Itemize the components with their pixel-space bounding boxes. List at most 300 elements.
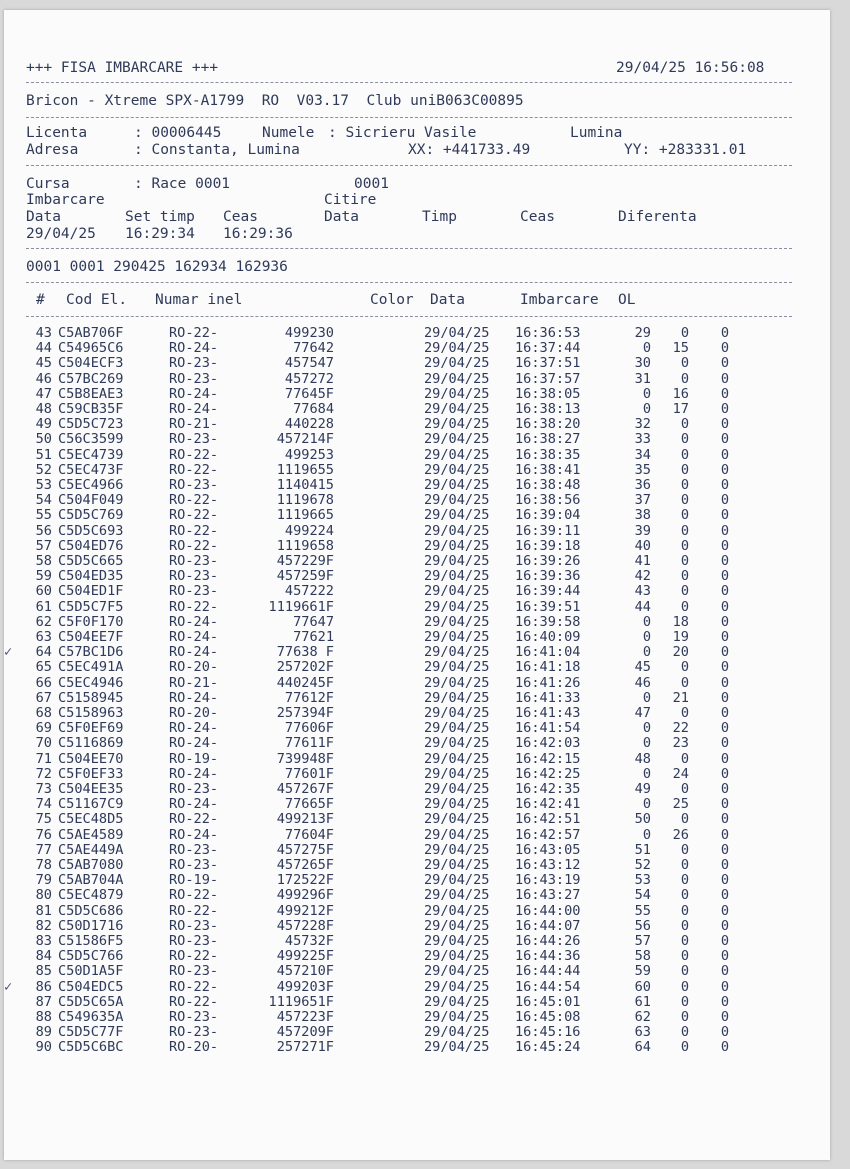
ol-col1: 0 — [642, 401, 651, 417]
ring-prefix: RO-23- — [169, 841, 219, 858]
entry-date: 29/04/25 — [424, 325, 490, 341]
device-line: Bricon - Xtreme SPX-A1799 RO V03.17 Club uniB063C00895 — [26, 93, 524, 109]
table-row — [4, 432, 830, 446]
entry-date: 29/04/25 — [424, 644, 490, 661]
ring-number: 77642 — [293, 340, 334, 357]
chip-code: C5EC491A — [58, 659, 124, 676]
chip-code: C504EE70 — [58, 750, 124, 767]
table-row — [4, 812, 830, 826]
print-timestamp: 29/04/25 16:56:08 — [616, 60, 765, 76]
entry-time: 16:44:36 — [515, 948, 581, 965]
ol-col3: 0 — [720, 613, 729, 630]
chip-code: C504EE7F — [58, 629, 124, 645]
entry-time: 16:43:05 — [515, 841, 581, 858]
entry-number: 69 — [35, 720, 52, 737]
chip-code: C5158945 — [58, 689, 124, 706]
ol-col1: 0 — [642, 826, 651, 843]
ring-prefix: RO-22- — [169, 811, 219, 828]
ring-prefix: RO-22- — [169, 507, 219, 524]
entry-date: 29/04/25 — [424, 963, 490, 980]
ol-col1: 63 — [634, 1024, 651, 1041]
separator — [26, 316, 792, 317]
ring-number: 499230 — [284, 325, 334, 341]
ring-prefix: RO-24- — [169, 385, 219, 402]
ol-col1: 56 — [634, 917, 651, 934]
table-row — [4, 508, 830, 522]
chip-code: C5D5C65A — [58, 993, 124, 1010]
entry-time: 16:37:44 — [515, 340, 581, 357]
entry-number: 49 — [35, 416, 52, 433]
chip-code: C5116869 — [58, 735, 124, 752]
ol-col2: 0 — [680, 598, 689, 615]
ol-col3: 0 — [720, 629, 729, 645]
ol-col2: 18 — [672, 613, 689, 630]
entry-date: 29/04/25 — [424, 841, 490, 858]
chip-code: C5AB706F — [58, 325, 124, 341]
table-row — [4, 630, 830, 644]
ol-col2: 0 — [680, 492, 689, 509]
entry-number: 60 — [35, 583, 52, 600]
entry-time: 16:45:16 — [515, 1024, 581, 1041]
ol-col1: 0 — [642, 689, 651, 706]
ol-col1: 43 — [634, 583, 651, 600]
ol-col1: 36 — [634, 477, 651, 493]
entry-time: 16:39:36 — [515, 568, 581, 585]
ring-prefix: RO-20- — [169, 1039, 219, 1056]
entry-time: 16:37:51 — [515, 355, 581, 372]
ol-col1: 39 — [634, 522, 651, 539]
ring-prefix: RO-22- — [169, 446, 219, 463]
race-code-line: 0001 0001 290425 162934 162936 — [26, 259, 288, 275]
entry-number: 43 — [35, 325, 52, 341]
ring-prefix: RO-23- — [169, 857, 219, 873]
ol-col2: 0 — [680, 537, 689, 554]
table-row — [4, 1040, 830, 1054]
ol-col1: 49 — [634, 781, 651, 797]
entry-time: 16:45:01 — [515, 993, 581, 1010]
ring-number: 77606F — [284, 720, 334, 737]
entry-date: 29/04/25 — [424, 781, 490, 797]
table-row — [4, 341, 830, 355]
entry-date: 29/04/25 — [424, 765, 490, 782]
ring-prefix: RO-23- — [169, 553, 219, 569]
ring-prefix: RO-19- — [169, 750, 219, 767]
coord-xx: XX: +441733.49 — [408, 142, 531, 158]
cursa-label: Cursa — [26, 176, 70, 192]
table-row — [4, 873, 830, 887]
chip-code: C5F0F170 — [58, 613, 124, 630]
chip-code: C5B8EAE3 — [58, 385, 124, 402]
ring-prefix: RO-22- — [169, 948, 219, 965]
citire-label: Citire — [324, 192, 377, 208]
entry-date: 29/04/25 — [424, 431, 490, 448]
table-row — [4, 676, 830, 690]
table-row — [4, 919, 830, 933]
table-row — [4, 402, 830, 416]
table-row — [4, 539, 830, 553]
ol-col3: 0 — [720, 1024, 729, 1041]
entry-number: 88 — [35, 1009, 52, 1025]
ol-col3: 0 — [720, 993, 729, 1010]
chip-code: C549635A — [58, 1009, 124, 1025]
entry-number: 57 — [35, 537, 52, 554]
entry-date: 29/04/25 — [424, 1024, 490, 1041]
ol-col1: 0 — [642, 796, 651, 813]
table-row — [4, 326, 830, 340]
ol-col1: 0 — [642, 613, 651, 630]
ol-col2: 0 — [680, 781, 689, 797]
ol-col1: 40 — [634, 537, 651, 554]
entry-date: 29/04/25 — [424, 613, 490, 630]
entry-date: 29/04/25 — [424, 385, 490, 402]
ol-col2: 0 — [680, 1009, 689, 1025]
ring-prefix: RO-22- — [169, 902, 219, 919]
ring-prefix: RO-23- — [169, 781, 219, 797]
col-timp: Timp — [422, 209, 457, 225]
chip-code: C5D5C665 — [58, 553, 124, 569]
entry-time: 16:44:26 — [515, 933, 581, 949]
ol-col3: 0 — [720, 385, 729, 402]
ol-col3: 0 — [720, 355, 729, 372]
ring-prefix: RO-23- — [169, 583, 219, 600]
entry-number: 89 — [35, 1024, 52, 1041]
ring-prefix: RO-20- — [169, 659, 219, 676]
entry-number: 73 — [35, 781, 52, 797]
ol-col1: 45 — [634, 659, 651, 676]
ol-col2: 0 — [680, 1024, 689, 1041]
ol-col2: 22 — [672, 720, 689, 737]
entry-date: 29/04/25 — [424, 1009, 490, 1025]
entry-date: 29/04/25 — [424, 416, 490, 433]
separator — [26, 282, 792, 283]
entry-number: 65 — [35, 659, 52, 676]
ring-number: 457265F — [276, 857, 334, 873]
entry-time: 16:41:18 — [515, 659, 581, 676]
ring-number: 77612F — [284, 689, 334, 706]
entry-number: 59 — [35, 568, 52, 585]
cursa-code: 0001 — [354, 176, 389, 192]
ring-prefix: RO-22- — [169, 461, 219, 478]
entry-date: 29/04/25 — [424, 674, 490, 691]
ol-col1: 57 — [634, 933, 651, 949]
table-row — [4, 387, 830, 401]
ol-col2: 25 — [672, 796, 689, 813]
entry-date: 29/04/25 — [424, 917, 490, 934]
entry-time: 16:43:27 — [515, 887, 581, 904]
ol-col2: 23 — [672, 735, 689, 752]
ol-col2: 0 — [680, 705, 689, 721]
chip-code: C5EC4879 — [58, 887, 124, 904]
ring-number: 77604F — [284, 826, 334, 843]
ol-col1: 59 — [634, 963, 651, 980]
ol-col1: 34 — [634, 446, 651, 463]
entry-time: 16:41:04 — [515, 644, 581, 661]
ol-col1: 38 — [634, 507, 651, 524]
ol-col3: 0 — [720, 811, 729, 828]
table-row — [4, 706, 830, 720]
table-row — [4, 463, 830, 477]
entry-date: 29/04/25 — [424, 811, 490, 828]
chip-code: C57BC269 — [58, 370, 124, 387]
entry-number: 87 — [35, 993, 52, 1010]
entry-number: 70 — [35, 735, 52, 752]
entry-number: 72 — [35, 765, 52, 782]
entry-time: 16:39:04 — [515, 507, 581, 524]
entry-time: 16:42:15 — [515, 750, 581, 767]
ring-number: 172522F — [276, 872, 334, 889]
entry-time: 16:41:54 — [515, 720, 581, 737]
ring-number: 457228F — [276, 917, 334, 934]
entry-time: 16:38:48 — [515, 477, 581, 493]
table-row — [4, 828, 830, 842]
ol-col1: 54 — [634, 887, 651, 904]
entry-date: 29/04/25 — [424, 507, 490, 524]
ol-col2: 0 — [680, 1039, 689, 1056]
ol-col3: 0 — [720, 537, 729, 554]
chip-code: C5EC48D5 — [58, 811, 124, 828]
ol-col1: 33 — [634, 431, 651, 448]
entry-time: 16:42:51 — [515, 811, 581, 828]
table-row — [4, 904, 830, 918]
table-row — [4, 843, 830, 857]
table-row — [4, 584, 830, 598]
entry-time: 16:39:18 — [515, 537, 581, 554]
ring-number: 257202F — [276, 659, 334, 676]
entry-number: 53 — [35, 477, 52, 493]
chip-code: C5F0EF69 — [58, 720, 124, 737]
ring-prefix: RO-20- — [169, 705, 219, 721]
entry-date: 29/04/25 — [424, 872, 490, 889]
ol-col1: 44 — [634, 598, 651, 615]
separator — [26, 165, 792, 166]
ol-col1: 47 — [634, 705, 651, 721]
ol-col1: 35 — [634, 461, 651, 478]
ol-col2: 20 — [672, 644, 689, 661]
ol-col3: 0 — [720, 781, 729, 797]
ring-prefix: RO-24- — [169, 689, 219, 706]
ol-col2: 19 — [672, 629, 689, 645]
table-row — [4, 372, 830, 386]
ol-col2: 0 — [680, 431, 689, 448]
chip-code: C504EE35 — [58, 781, 124, 797]
entry-date: 29/04/25 — [424, 537, 490, 554]
entry-time: 16:39:58 — [515, 613, 581, 630]
ring-number: 499213F — [276, 811, 334, 828]
entry-time: 16:44:54 — [515, 978, 581, 995]
chip-code: C5D5C769 — [58, 507, 124, 524]
ol-col1: 48 — [634, 750, 651, 767]
ol-col1: 0 — [642, 735, 651, 752]
table-row — [4, 980, 830, 994]
chip-code: C5D5C77F — [58, 1024, 124, 1041]
ol-col2: 0 — [680, 841, 689, 858]
entry-date: 29/04/25 — [424, 948, 490, 965]
table-row — [4, 797, 830, 811]
ol-col2: 0 — [680, 857, 689, 873]
table-row — [4, 1025, 830, 1039]
entry-time: 16:38:13 — [515, 401, 581, 417]
entry-number: 81 — [35, 902, 52, 919]
ol-col3: 0 — [720, 583, 729, 600]
ring-number: 1119651F — [268, 993, 334, 1010]
ol-col2: 0 — [680, 750, 689, 767]
adresa-label: Adresa — [26, 142, 79, 158]
ol-col1: 55 — [634, 902, 651, 919]
ol-col2: 0 — [680, 446, 689, 463]
entry-number: 79 — [35, 872, 52, 889]
entry-number: 66 — [35, 674, 52, 691]
table-row — [4, 964, 830, 978]
ol-col3: 0 — [720, 705, 729, 721]
ring-number: 1119661F — [268, 598, 334, 615]
entry-date: 29/04/25 — [424, 583, 490, 600]
pen-mark-icon: ✓ — [4, 978, 13, 995]
ol-col2: 21 — [672, 689, 689, 706]
ol-col3: 0 — [720, 401, 729, 417]
ring-prefix: RO-22- — [169, 492, 219, 509]
ol-col3: 0 — [720, 826, 729, 843]
col-ceas: Ceas — [223, 209, 258, 225]
entry-number: 90 — [35, 1039, 52, 1056]
entry-date: 29/04/25 — [424, 629, 490, 645]
numele-label: Numele — [262, 125, 315, 141]
chip-code: C504ED76 — [58, 537, 124, 554]
table-row — [4, 554, 830, 568]
ring-number: 499253 — [284, 446, 334, 463]
chip-code: C504ED1F — [58, 583, 124, 600]
table-row — [4, 1010, 830, 1024]
chip-code: C504F049 — [58, 492, 124, 509]
col-ceas-citire: Ceas — [520, 209, 555, 225]
chip-code: C50D1716 — [58, 917, 124, 934]
ol-col3: 0 — [720, 841, 729, 858]
table-row — [4, 767, 830, 781]
ol-col3: 0 — [720, 857, 729, 873]
ol-col1: 0 — [642, 765, 651, 782]
th-imbarcare: Imbarcare — [520, 292, 599, 308]
entry-number: 48 — [35, 401, 52, 417]
entry-number: 85 — [35, 963, 52, 980]
ol-col1: 42 — [634, 568, 651, 585]
ol-col1: 41 — [634, 553, 651, 569]
entry-date: 29/04/25 — [424, 796, 490, 813]
entry-number: 68 — [35, 705, 52, 721]
entry-number: 74 — [35, 796, 52, 813]
ol-col2: 0 — [680, 993, 689, 1010]
table-row — [4, 721, 830, 735]
ring-number: 77601F — [284, 765, 334, 782]
entry-number: 63 — [35, 629, 52, 645]
ol-col2: 26 — [672, 826, 689, 843]
th-ring: Numar inel — [155, 292, 243, 308]
table-row — [4, 478, 830, 492]
chip-code: C51167C9 — [58, 796, 124, 813]
ol-col1: 46 — [634, 674, 651, 691]
entry-date: 29/04/25 — [424, 446, 490, 463]
ol-col2: 0 — [680, 416, 689, 433]
entry-date: 29/04/25 — [424, 857, 490, 873]
entry-time: 16:38:56 — [515, 492, 581, 509]
ol-col3: 0 — [720, 370, 729, 387]
ring-number: 499224 — [284, 522, 334, 539]
chip-code: C5AB704A — [58, 872, 124, 889]
ring-prefix: RO-23- — [169, 355, 219, 372]
ol-col3: 0 — [720, 461, 729, 478]
ring-number: 499225F — [276, 948, 334, 965]
entry-time: 16:38:20 — [515, 416, 581, 433]
table-row — [4, 615, 830, 629]
ring-prefix: RO-23- — [169, 917, 219, 934]
ol-col2: 16 — [672, 385, 689, 402]
entry-number: 62 — [35, 613, 52, 630]
ring-number: 257394F — [276, 705, 334, 721]
ol-col3: 0 — [720, 689, 729, 706]
ring-prefix: RO-22- — [169, 978, 219, 995]
ring-prefix: RO-22- — [169, 598, 219, 615]
val-ceas: 16:29:36 — [223, 226, 293, 242]
ol-col2: 0 — [680, 583, 689, 600]
entry-date: 29/04/25 — [424, 477, 490, 493]
ol-col2: 15 — [672, 340, 689, 357]
ol-col2: 0 — [680, 978, 689, 995]
ol-col1: 62 — [634, 1009, 651, 1025]
ring-number: 457259F — [276, 568, 334, 585]
ol-col2: 17 — [672, 401, 689, 417]
table-row — [4, 888, 830, 902]
chip-code: C5AE4589 — [58, 826, 124, 843]
entry-date: 29/04/25 — [424, 553, 490, 569]
ring-prefix: RO-23- — [169, 431, 219, 448]
entry-time: 16:39:26 — [515, 553, 581, 569]
ol-col3: 0 — [720, 598, 729, 615]
entry-date: 29/04/25 — [424, 598, 490, 615]
entry-date: 29/04/25 — [424, 887, 490, 904]
th-color: Color — [370, 292, 414, 308]
table-row — [4, 736, 830, 750]
entry-time: 16:41:43 — [515, 705, 581, 721]
ol-col1: 0 — [642, 340, 651, 357]
table-row — [4, 752, 830, 766]
entry-date: 29/04/25 — [424, 735, 490, 752]
ol-col3: 0 — [720, 340, 729, 357]
ring-prefix: RO-23- — [169, 963, 219, 980]
ring-prefix: RO-24- — [169, 613, 219, 630]
entry-time: 16:44:07 — [515, 917, 581, 934]
ol-col3: 0 — [720, 325, 729, 341]
entry-date: 29/04/25 — [424, 705, 490, 721]
chip-code: C5AE449A — [58, 841, 124, 858]
ol-col3: 0 — [720, 522, 729, 539]
table-row — [4, 782, 830, 796]
ol-col3: 0 — [720, 765, 729, 782]
ring-number: 457229F — [276, 553, 334, 569]
ring-number: 77621 — [293, 629, 334, 645]
ring-number: 45732F — [284, 933, 334, 949]
chip-code: C5F0EF33 — [58, 765, 124, 782]
ol-col3: 0 — [720, 720, 729, 737]
document-title: +++ FISA IMBARCARE +++ — [26, 60, 219, 76]
entry-date: 29/04/25 — [424, 978, 490, 995]
ring-prefix: RO-22- — [169, 522, 219, 539]
ol-col3: 0 — [720, 568, 729, 585]
ring-prefix: RO-23- — [169, 1009, 219, 1025]
entry-time: 16:38:35 — [515, 446, 581, 463]
table-row — [4, 645, 830, 659]
ol-col2: 0 — [680, 917, 689, 934]
cursa-value: : Race 0001 — [134, 176, 231, 192]
ol-col1: 0 — [642, 644, 651, 661]
entry-time: 16:37:57 — [515, 370, 581, 387]
